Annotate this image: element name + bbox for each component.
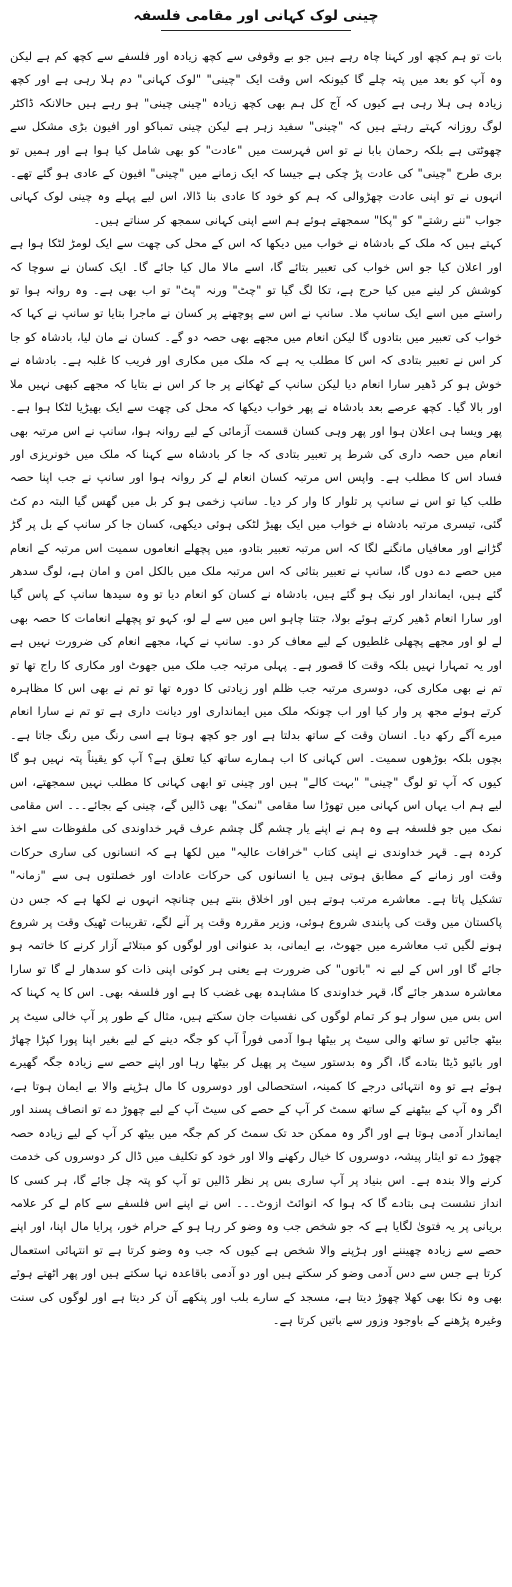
article-paragraph-intro: بات تو ہم کچھ اور کہنا چاہ رہے ہیں جو بے وقوفی سے کچھ زیادہ اور فلسفے سے کچھ کم ہے لیکن وہ آپ کو بعد میں پتہ چلے گا کیونکہ اس وقت ایک "چینی" "لوک کہانی" دم ہلا رہی ہے اور کچھ زیادہ ہی ہلا رہی ہے کیوں کہ آج کل ہم بھی کچھ زیادہ "چینی چینی" ہو رہے ہیں حالانکہ ڈاکٹر لوگ روزانہ کہتے رہتے ہیں کہ "چینی" سفید زہر ہے لیکن چینی تمباکو اور افیون بڑی مشکل سے چھوٹتی ہے بلکہ رحمان بابا نے تو اس فہرست میں "عادت" کو بھی شامل کیا ہوا ہے اور ہمیں تو بری طرح "چینی" کی عادت پڑ چکی ہے جیسا کہ ایک زمانے میں "چینی" افیون کے عادی ہو گئے تھے۔ انہوں نے تو اپنی عادت چھڑوالی کہ ہم کو خود کا عادی بنا ڈالا، اس لیے پہلے وہ چینی لوک کہانی جواب "ننے رشتے" کو "پکا" سمجھتے ہوئے ہم اسے اپنی کہانی سمجھ کر سناتے ہیں۔	[10, 49, 502, 227]
article-title: چینی لوک کہانی اور مقامی فلسفہ	[133, 8, 379, 24]
title-underline	[161, 30, 351, 31]
article-paragraph-story: کہتے ہیں کہ ملک کے بادشاہ نے خواب میں دیکھا کہ اس کے محل کی چھت سے ایک لومڑ لٹکا ہوا ہے اور اعلان کیا جو اس خواب کی تعبیر بتائے گا، اسے مالا مال کیا جائے گا۔ ایک کسان نے سوچا کہ کوشش کر لینے میں کیا حرج ہے، تکا لگ گیا تو "چٹ" ورنہ "پٹ" تو اب بھی ہے۔ وہ روانہ ہوا تو راستے میں اسے ایک سانپ ملا۔ سانپ نے اس سے پوچھنے پر کسان نے ماجرا بتایا تو سانپ نے کہا کہ خواب کی تعبیر میں بتادوں گا لیکن انعام میں مجھے بھی حصہ دو گے۔ کسان نے مان لیا، بادشاہ کو جا کر اس نے تعبیر بتادی کہ اس کا مطلب یہ ہے کہ ملک میں مکاری اور فریب کا غلبہ ہے۔ بادشاہ نے خوش ہو کر ڈھیر سارا انعام دیا لیکن سانپ کے ٹھکانے پر جا کر اس نے بتایا کہ مجھے کبھی نہیں ملا اور بالا گیا۔ کچھ عرصے بعد بادشاہ نے پھر خواب دیکھا کہ محل کی چھت سے ایک بھیڑیا لٹکا ہوا ہے۔ پھر ویسا ہی اعلان ہوا اور پھر وہی کسان قسمت آزمائی کے لیے روانہ ہوا، سانپ نے اس مرتبہ بھی انعام میں حصہ داری کی شرط پر تعبیر بتادی کہ جا کر بادشاہ سے کہنا کہ ملک میں خونریزی اور فساد اس کا مطلب ہے۔ واپس اس مرتبہ کسان انعام لے کر روانہ ہوا اور سانپ نے جب اپنا حصہ طلب کیا تو اس نے سانپ پر تلوار کا وار کر دیا۔ سانپ زخمی ہو کر بل میں گھس گیا البتہ دم کٹ گئی، تیسری مرتبہ بادشاہ نے خواب میں ایک بھیڑ لٹکی ہوئی دیکھی، کسان جا کر سانپ کے بل پر گڑ گڑانے اور معافیاں مانگنے لگا کہ اس مرتبہ تعبیر بتادو، میں پچھلے انعاموں سمیت اس مرتبہ کے انعام میں حصے دے دوں گا، سانپ نے تعبیر بتائی کہ اس مرتبہ ملک میں بالکل امن و امان ہے، لوگ سدھر گئے ہیں، ایماندار اور نیک ہو گئے ہیں، بادشاہ نے کسان کو انعام دیا تو وہ سیدھا سانپ کے پاس گیا اور سارا انعام ڈھیر کرتے ہوئے بولا، جتنا چاہو اس میں سے لے لو، کہو تو پچھلے انعامات کا حصہ بھی لے لو اور مجھے پچھلی غلطیوں کے لیے معاف کر دو۔ سانپ نے کہا، مجھے انعام کی ضرورت نہیں ہے اور یہ تمہارا نہیں بلکہ وقت کا قصور ہے۔ پہلی مرتبہ جب ملک میں جھوٹ اور مکاری کا راج تھا تو تم نے بھی مکاری کی، دوسری مرتبہ جب ظلم اور زیادتی کا دورہ تھا تو تم نے بھی اس کا مظاہرہ کرتے ہوئے مجھ پر وار کیا اور اب چونکہ ملک میں ایمانداری اور دیانت داری ہے تو تم نے سارا انعام میرے آگے رکھ دیا۔ انسان وقت کے ساتھ بدلتا ہے اور جو کچھ ہوتا ہے اسی رنگ میں رنگ جاتا ہے۔ بچوں بلکہ بوڑھوں سمیت۔ اس کہانی کا اب ہمارے ساتھ کیا تعلق ہے؟ آپ کو یقیناً پتہ نہیں ہو گا کیوں کہ آپ تو لوگ "چینی" "بہت کالے" ہیں اور چینی تو ابھی کہانی کا مطلب نہیں سمجھتے، اس لیے ہم اب یہاں اس کہانی میں تھوڑا سا مقامی "نمک" بھی ڈالیں گے، چینی کے بجائے۔۔۔ اس مقامی نمک میں جو فلسفہ ہے وہ ہم نے اپنے یار چشم گل چشم عرف قہر خداوندی کی ملفوظات سے اخذ کردہ ہے۔ قہر خداوندی نے اپنی کتاب "خرافات عالیہ" میں لکھا ہے کہ انسانوں کی ساری حرکات وقت اور زمانے کے مطابق ہوتی ہیں یا انسانوں کی حرکات عادات اور خصلتوں ہی سے "زمانہ" تشکیل پاتا ہے۔ معاشرے مرتب ہوتے ہیں اور اخلاق بنتے ہیں چنانچہ انہوں نے لکھا ہے کہ جس دن پاکستان میں وقت کی پابندی شروع ہوئی، وزیر مقررہ وقت پر آنے لگے، تقریبات ٹھیک وقت پر شروع ہونے لگیں تب معاشرے میں جھوٹ، بے ایمانی، بد عنوانی اور لوگوں کو مبتلائے آزار کرنے کا خاتمہ ہو جائے گا اور اس کے لیے نہ "باتوں" کی ضرورت ہے یعنی ہر کوئی اپنی ذات کو سدھار لے گا تو سارا معاشرہ سدھر جائے گا، قہر خداوندی کا مشاہدہ بھی غضب کا ہے اور فلسفہ بھی۔ اس کا یہ کہنا کہ اس بس میں سوار ہو کر تمام لوگوں کی نفسیات جان سکتے ہیں، مثال کے طور پر آپ خالی سیٹ پر بیٹھ جائیں تو ساتھ والی سیٹ پر بیٹھا ہوا آدمی فوراً آپ کو جگہ دینے کے لیے بغیر اپنا پورا کپڑا چھاڑ اور بائیو ڈیٹا بتادے گا، اگر وہ بدستور سیٹ پر پھیل کر بیٹھا رہا اور اپنے حصے سے زیادہ جگہ گھیرے ہوئے ہے تو وہ انتہائی درجے کا کمینہ، استحصالی اور دوسروں کا مال ہڑپنے والا بے ایمان ہوتا ہے، اگر وہ آپ کے بیٹھنے کے ساتھ سمٹ کر آپ کے حصے کی سیٹ آپ کے لیے چھوڑ دے تو انصاف پسند اور ایماندار آدمی ہوتا ہے اور اگر وہ ممکن حد تک سمٹ کر کم جگہ میں بیٹھ کر آپ کے لیے زیادہ حصہ چھوڑ دے تو ایثار پیشہ، دوسروں کا خیال رکھنے والا اور خود کو تکلیف میں ڈال کر دوسروں کی خدمت کرنے والا بندہ ہے۔ اس بنیاد پر آپ ساری بس پر نظر ڈالیں تو آپ کو پتہ چل جائے گا، ہر کسی کا انداز نشست ہی بتادے گا کہ ہوا کہ انوائٹ ازوٹ۔۔۔ اس نے اپنے اس فلسفے سے کام لے کر علامہ بریانی پر یہ فتویٰ لگایا ہے کہ جو شخص جب وہ وضو کر رہا ہو کے حرام خور، پرایا مال اپنا، اور اپنے حصے سے زیادہ چھیننے اور ہڑپنے والا شخص ہے کیوں کہ جب وہ وضو کرتا ہے تو انتہائی استعمال کرتا ہے جس سے دس آدمی وضو کر سکتے ہیں اور دو آدمی باقاعدہ نہا سکتے ہیں اور پھر اٹھتے ہوئے بھی وہ نکا بھی کھلا چھوڑ دیتا ہے، مسجد کے سارے بلب اور پنکھے آن کر دیتا ہے اور لوگوں کی سنت وغیرہ پڑھنے کے باوجود وزور سے باتیں کرتا ہے۔	[10, 236, 502, 1327]
